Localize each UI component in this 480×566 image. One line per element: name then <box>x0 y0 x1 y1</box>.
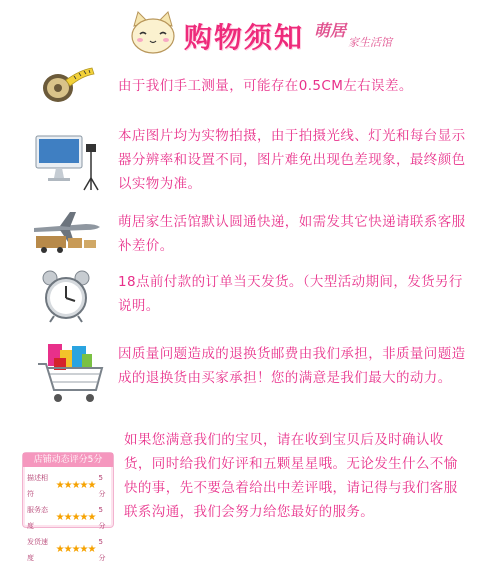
rating-card-title: 店铺动态评分5分 <box>23 453 113 467</box>
alarm-clock-icon <box>38 268 94 324</box>
rating-score: 5分 <box>98 474 106 498</box>
tape-measure-icon <box>36 66 96 104</box>
notice-row-shipping <box>0 208 480 264</box>
notice-text: 如果您满意我们的宝贝，请在收到宝贝后及时确认收货，同时给我们好评和五颗星星哦。无论发生什么不愉快的事，先不要急着给出中差评哦，请记得与我们客服联系沟通，我们会努力给您最好的服务。 <box>124 432 458 520</box>
rating-score: 5分 <box>98 538 106 562</box>
rating-label: 发货速度 <box>27 538 48 562</box>
notice-text: 因质量问题造成的退换货邮费由我们承担，非质量问题造成的退换货由买家承担！您的满意是我们最大的动力。 <box>118 346 466 386</box>
shopping-cart-icon <box>34 340 108 406</box>
rating-score: 5分 <box>98 506 106 530</box>
notice-text: 萌居家生活馆默认圆通快递，如需发其它快递请联系客服补差价。 <box>118 214 466 254</box>
brand-name: 萌居 <box>314 21 347 40</box>
notice-row-review <box>0 428 480 562</box>
stars-icon: ★★★★★ <box>55 512 96 523</box>
rating-label: 描述相符 <box>27 474 48 498</box>
rating-card-icon <box>22 452 114 562</box>
notice-row-photo <box>0 120 480 200</box>
rating-row <box>27 534 109 566</box>
airplane-truck-icon <box>30 210 106 254</box>
rating-label: 服务态度 <box>27 506 48 530</box>
notice-text: 由于我们手工测量，可能存在0.5CM左右误差。 <box>118 78 413 94</box>
imac-camera-icon <box>32 130 104 194</box>
rating-row <box>27 470 109 502</box>
notice-text: 18点前付款的订单当天发货。（大型活动期间，发货另行说明。 <box>118 274 463 314</box>
cat-mascot-icon <box>128 10 178 54</box>
notice-row-measure <box>0 66 480 106</box>
notice-text: 本店图片均为实物拍摄，由于拍摄光线、灯光和每台显示器分辨率和设置不同，图片难免出现色差现象，最终颜色以实物为准。 <box>118 128 466 192</box>
stars-icon: ★★★★★ <box>55 480 96 491</box>
brand-subtitle: 家生活馆 <box>348 36 392 49</box>
stars-icon: ★★★★★ <box>55 544 96 555</box>
rating-row <box>27 502 109 534</box>
notice-row-delivery <box>0 264 480 324</box>
header <box>0 0 480 60</box>
page-title: 购物须知 <box>184 21 305 54</box>
notice-row-returns <box>0 338 480 410</box>
